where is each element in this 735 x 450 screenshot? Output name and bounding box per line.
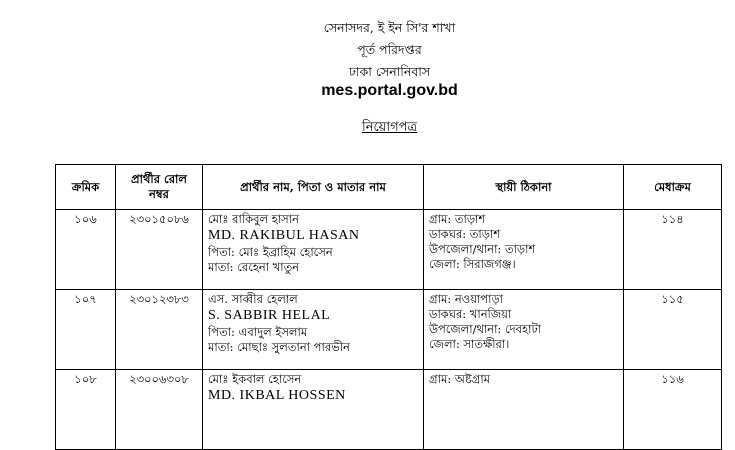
column-header-name: প্রার্থীর নাম, পিতা ও মাতার নাম (203, 165, 424, 210)
table-row (56, 370, 722, 450)
address-upazila: উপজেলা/থানা: দেবহাটা (429, 322, 542, 336)
roll-cell: ২৩০০৬৩০৮ (116, 370, 203, 450)
header-department-line: পূর্ত পরিদপ্তর (357, 42, 422, 57)
document-title: নিয়োগপত্র (361, 120, 418, 135)
merit-cell: ১১৪ (624, 210, 722, 290)
table-row (56, 210, 722, 290)
address-village: গ্রাম: অষ্টগ্রাম (429, 372, 491, 386)
address-upazila: উপজেলা/থানা: তাড়াশ (429, 242, 536, 256)
address-village: গ্রাম: তাড়াশ (429, 212, 486, 226)
header-website: mes.portal.gov.bd (321, 82, 458, 99)
name-cell (203, 370, 424, 450)
serial-cell: ১০৬ (56, 210, 116, 290)
candidate-name-english: MD. RAKIBUL HASAN (208, 228, 360, 243)
column-header-address: স্থায়ী ঠিকানা (424, 165, 624, 210)
address-cell (424, 210, 624, 290)
table-header-row (56, 165, 722, 210)
candidate-name-bangla: মোঃ ইকবাল হোসেন (208, 372, 302, 386)
address-district: জেলা: সিরাজগঞ্জ। (429, 257, 516, 271)
address-cell (424, 290, 624, 370)
header-location-line: ঢাকা সেনানিবাস (348, 64, 431, 79)
roll-cell: ২৩০১২৩৮৩ (116, 290, 203, 370)
address-village: গ্রাম: নওয়াপাড়া (429, 292, 503, 306)
address-post-office: ডাকঘর: খানজিয়া (429, 307, 512, 321)
header-office-line: সেনাসদর, ই ইন সি'র শাখা (323, 20, 456, 35)
appointment-table (55, 164, 722, 450)
merit-cell: ১১৬ (624, 370, 722, 450)
serial-cell: ১০৭ (56, 290, 116, 370)
candidate-name-english: MD. IKBAL HOSSEN (208, 388, 346, 403)
column-header-merit: মেধাক্রম (624, 165, 722, 210)
roll-cell: ২৩০১৫০৮৬ (116, 210, 203, 290)
address-post-office: ডাকঘর: তাড়াশ (429, 227, 501, 241)
address-cell (424, 370, 624, 450)
table-row (56, 290, 722, 370)
mother-name: মাতা: মোছাঃ সুলতানা পারভীন (208, 340, 350, 354)
column-header-serial: ক্রমিক (56, 165, 116, 210)
address-district: জেলা: সাতক্ষীরা। (429, 337, 510, 351)
name-cell (203, 290, 424, 370)
candidate-name-bangla: এস. সাব্বীর হেলাল (208, 292, 298, 306)
father-name: পিতা: মোঃ ইব্রাহিম হোসেন (208, 245, 333, 259)
mother-name: মাতা: রেহেনা খাতুন (208, 260, 300, 274)
column-header-roll: প্রার্থীর রোল নম্বর (116, 165, 203, 210)
serial-cell: ১০৮ (56, 370, 116, 450)
name-cell (203, 210, 424, 290)
father-name: পিতা: এবাদুল ইসলাম (208, 325, 308, 339)
candidate-name-english: S. SABBIR HELAL (208, 308, 331, 323)
merit-cell: ১১৫ (624, 290, 722, 370)
candidate-name-bangla: মোঃ রাকিবুল হাসান (208, 212, 299, 226)
